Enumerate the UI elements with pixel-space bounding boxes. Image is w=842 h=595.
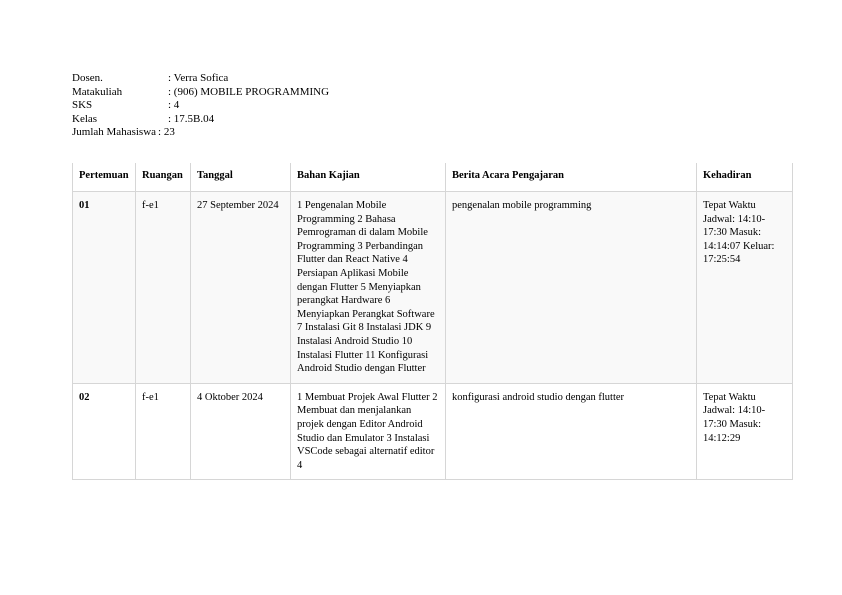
header-pertemuan: Pertemuan <box>73 163 136 192</box>
course-info <box>72 72 329 140</box>
cell-kehadiran: Tepat Waktu Jadwal: 14:10-17:30 Masuk: 14:12:29 <box>697 383 793 480</box>
jumlah-value: : 23 <box>158 126 175 139</box>
dosen-value: : Verra Sofica <box>168 72 229 84</box>
matakuliah-value: : (906) MOBILE PROGRAMMING <box>168 85 330 98</box>
cell-ruangan: f-e1 <box>136 383 191 480</box>
attendance-table <box>72 163 793 480</box>
sks-row <box>72 99 329 113</box>
header-bahan-kajian: Bahan Kajian <box>291 163 446 192</box>
cell-ruangan: f-e1 <box>136 192 191 384</box>
table-row <box>73 383 793 480</box>
jumlah-row <box>72 126 329 140</box>
table-header-row <box>73 163 793 192</box>
cell-pertemuan: 02 <box>73 383 136 480</box>
matakuliah-row <box>72 86 329 100</box>
header-ruangan: Ruangan <box>136 163 191 192</box>
sks-label: SKS <box>72 99 93 112</box>
cell-bahan-kajian: 1 Pengenalan Mobile Programming 2 Bahasa Pemrograman di dalam Mobile Programming 3 Perbandingan Flutter dan React Native 4 Persiapan Aplikasi Mobile dengan Flutter 5 Menyiapkan perangkat Hardware 6 Menyiapkan Perangkat Software 7 Instalasi Git 8 Instalasi JDK 9 Instalasi Android Studio 10 Instalasi Flutter 11 Konfigurasi Android Studio dengan Flutter <box>291 192 446 384</box>
sks-value: : 4 <box>168 99 180 112</box>
cell-bahan-kajian: 1 Membuat Projek Awal Flutter 2 Membuat dan menjalankan projek dengan Editor Android Studio dan Emulator 3 Instalasi VSCode sebagai alternatif editor 4 <box>291 383 446 480</box>
dosen-label: Dosen. <box>72 72 103 84</box>
header-berita-acara: Berita Acara Pengajaran <box>446 163 697 192</box>
kelas-label: Kelas <box>72 112 98 125</box>
header-tanggal: Tanggal <box>191 163 291 192</box>
cell-tanggal: 27 September 2024 <box>191 192 291 384</box>
cell-berita-acara: konfigurasi android studio dengan flutter <box>446 383 697 480</box>
cell-kehadiran: Tepat Waktu Jadwal: 14:10-17:30 Masuk: 14:14:07 Keluar: 17:25:54 <box>697 192 793 384</box>
dosen-row <box>72 72 329 86</box>
kelas-value: : 17.5B.04 <box>168 112 215 125</box>
cell-pertemuan: 01 <box>73 192 136 384</box>
jumlah-label: Jumlah Mahasiswa <box>72 126 157 139</box>
kelas-row <box>72 113 329 127</box>
header-kehadiran: Kehadiran <box>697 163 793 192</box>
matakuliah-label: Matakuliah <box>72 85 123 98</box>
cell-berita-acara: pengenalan mobile programming <box>446 192 697 384</box>
table-row <box>73 192 793 384</box>
cell-tanggal: 4 Oktober 2024 <box>191 383 291 480</box>
